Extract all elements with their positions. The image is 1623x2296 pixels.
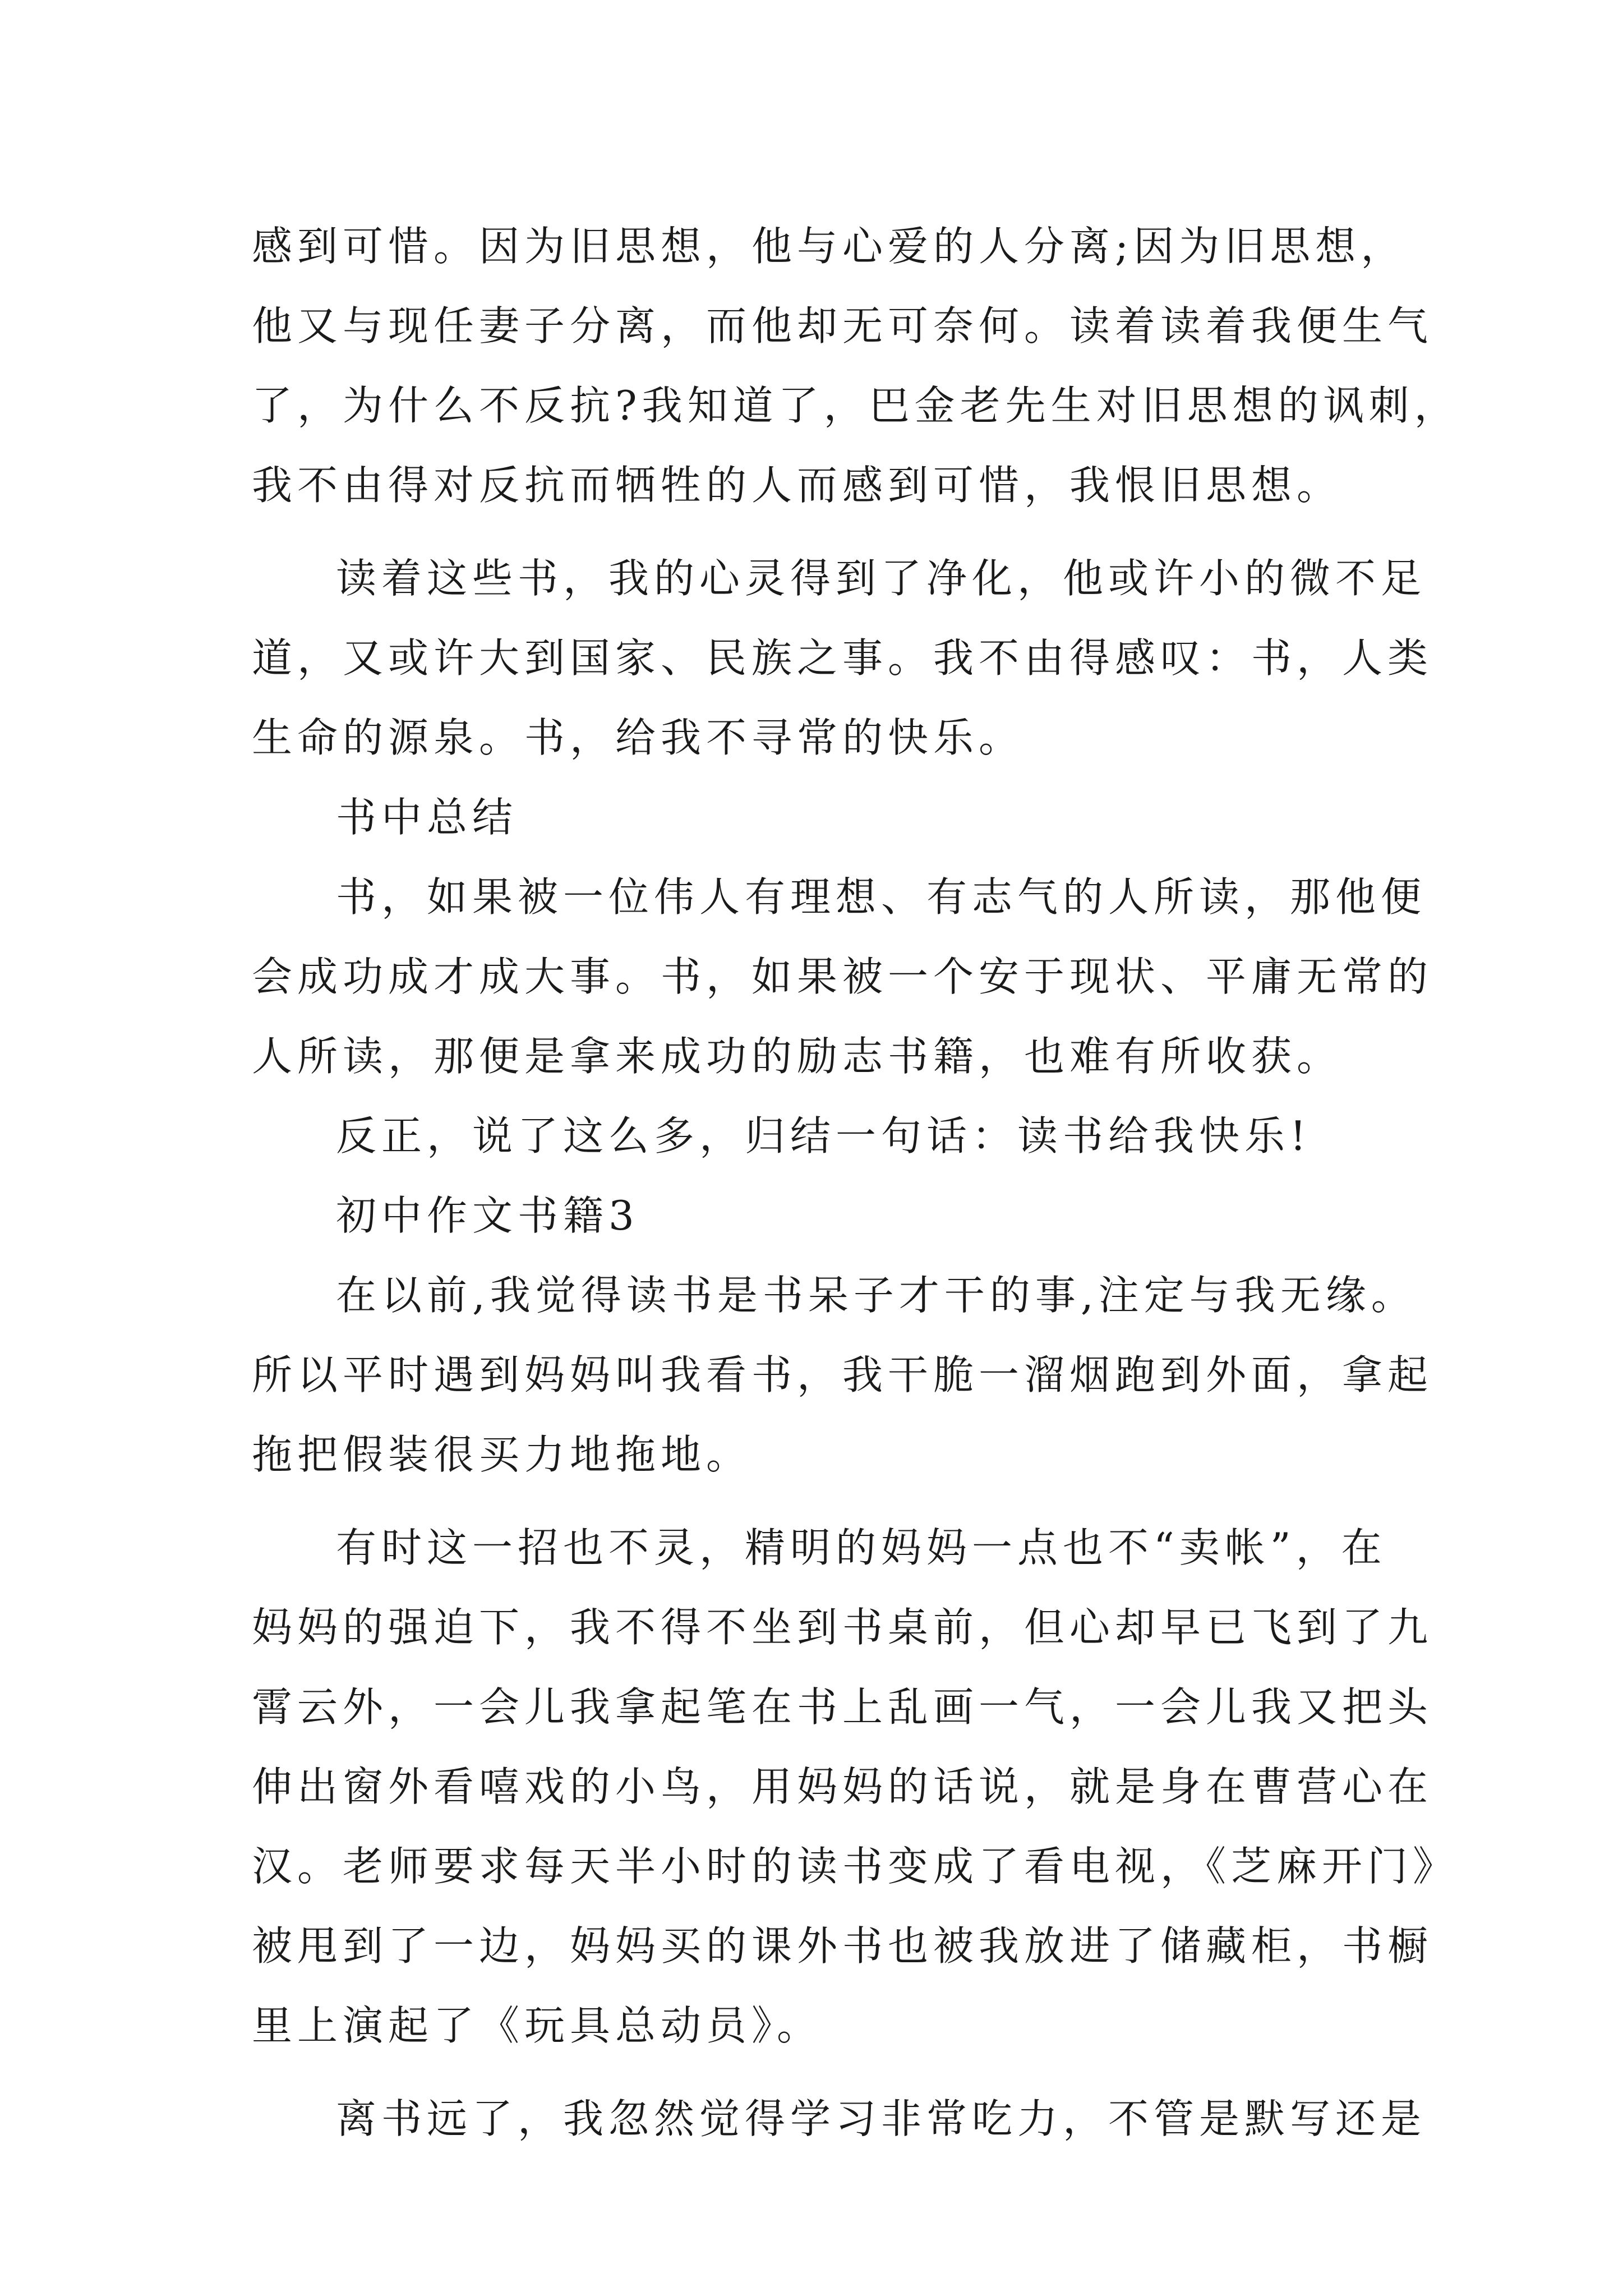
- text-line: 感到可惜。因为旧思想，他与心爱的人分离;因为旧思想，: [252, 223, 1407, 270]
- text-line: 生命的源泉。书，给我不寻常的快乐。: [252, 714, 1025, 761]
- text-line: 被甩到了一边，妈妈买的课外书也被我放进了储藏柜，书橱: [252, 1922, 1433, 1970]
- paragraph-first-line: 在以前,我觉得读书是书呆子才干的事,注定与我无缘。: [336, 1272, 1417, 1319]
- text-line: 拖把假装很买力地拖地。: [252, 1431, 752, 1478]
- paragraph-first-line: 有时这一招也不灵，精明的妈妈一点也不“卖帐”，在: [336, 1524, 1387, 1571]
- text-line: 妈妈的强迫下，我不得不坐到书桌前，但心却早已飞到了九: [252, 1604, 1433, 1651]
- text-line: 霄云外，一会儿我拿起笔在书上乱画一气，一会儿我又把头: [252, 1683, 1433, 1731]
- text-line: 里上演起了《玩具总动员》。: [252, 2002, 823, 2049]
- section-heading: 书中总结: [336, 794, 518, 841]
- text-line: 会成功成才成大事。书，如果被一个安于现状、平庸无常的: [252, 953, 1433, 1000]
- text-line: 了，为什么不反抗?我知道了，巴金老先生对旧思想的讽刺，: [252, 382, 1460, 429]
- document-body: [252, 206, 1460, 2159]
- text-line: 汉。老师要求每天半小时的读书变成了看电视，《芝麻开门》: [252, 1843, 1459, 1890]
- text-line: 他又与现任妻子分离，而他却无可奈何。读着读着我便生气: [252, 302, 1433, 349]
- text-line: 人所读，那便是拿来成功的励志书籍，也难有所收获。: [252, 1033, 1343, 1080]
- text-line: 所以平时遇到妈妈叫我看书，我干脆一溜烟跑到外面，拿起: [252, 1351, 1433, 1398]
- paragraph-first-line: 反正，说了这么多，归结一句话：读书给我快乐!: [336, 1112, 1311, 1159]
- text-line: 我不由得对反抗而牺牲的人而感到可惜，我恨旧思想。: [252, 462, 1343, 509]
- text-line: 道，又或许大到国家、民族之事。我不由得感叹：书，人类: [252, 634, 1433, 682]
- paragraph-first-line: 读着这些书，我的心灵得到了净化，他或许小的微不足: [336, 555, 1427, 602]
- text-line: 伸出窗外看嘻戏的小鸟，用妈妈的话说，就是身在曹营心在: [252, 1763, 1433, 1810]
- paragraph-first-line: 书，如果被一位伟人有理想、有志气的人所读，那他便: [336, 873, 1427, 921]
- section-heading: 初中作文书籍3: [336, 1192, 639, 1239]
- paragraph-first-line: 离书远了，我忽然觉得学习非常吃力，不管是默写还是: [336, 2095, 1427, 2142]
